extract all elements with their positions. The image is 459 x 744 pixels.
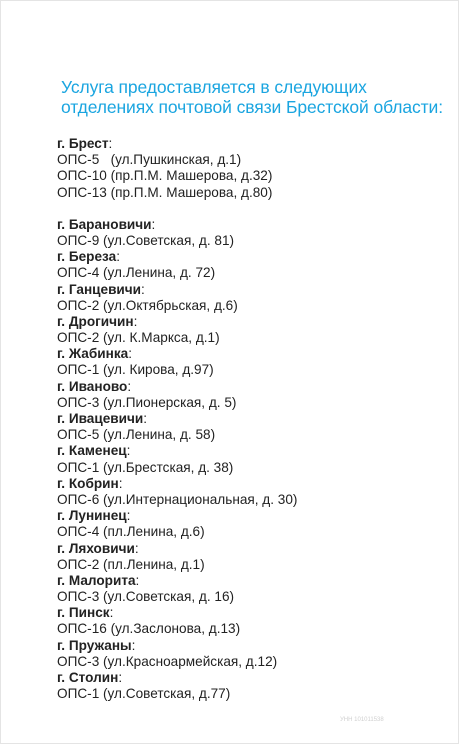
footer-code: УНН 101011538 <box>340 717 384 723</box>
city-name: г. Ивацевичи <box>57 411 144 426</box>
post-office-entry: ОПС-10 (пр.П.М. Машерова, д.32) <box>57 168 273 184</box>
city-name: г. Ляховичи <box>57 540 135 556</box>
post-office-entry: ОПС-4 (пл.Ленина, д.6) <box>57 524 205 540</box>
post-office-entry: ОПС-3 (ул.Пионерская, д. 5) <box>57 394 237 410</box>
city-colon: : <box>135 572 140 588</box>
city-colon: : <box>126 508 131 524</box>
city-heading <box>57 605 452 621</box>
city-heading <box>57 282 452 298</box>
city-name: г. Лунинец <box>57 508 127 524</box>
city-heading <box>57 476 452 492</box>
post-office-entry: ОПС-1 (ул.Брестская, д. 38) <box>57 459 234 475</box>
city-colon: : <box>143 411 148 426</box>
city-colon: : <box>126 443 131 459</box>
city-heading <box>57 411 452 427</box>
city-name: г. Пинск <box>57 605 110 621</box>
post-office-entry: ОПС-9 (ул.Советская, д. 81) <box>57 232 235 248</box>
city-name: г. Брест <box>57 136 109 151</box>
city-colon: : <box>141 281 145 297</box>
city-name: г. Каменец <box>57 443 127 459</box>
post-office-entry: ОПС-2 (ул. К.Маркса, д.1) <box>57 330 220 346</box>
city-heading <box>57 314 452 330</box>
section-gap <box>57 201 452 217</box>
city-heading <box>57 541 452 557</box>
city-heading <box>57 508 452 524</box>
city-name: г. Столин <box>57 670 119 685</box>
city-heading <box>57 638 452 654</box>
city-heading <box>57 443 452 459</box>
heading-line-2: отделениях почтовой связи Брестской области: <box>61 97 443 117</box>
city-colon: : <box>118 475 123 491</box>
city-name: г. Ганцевичи <box>57 281 142 297</box>
city-name: г. Пружаны <box>57 637 132 653</box>
city-name: г. Дрогичин <box>57 313 134 329</box>
page-heading <box>61 77 451 117</box>
city-colon: : <box>134 540 139 556</box>
post-office-entry: ОПС-13 (пр.П.М. Машерова, д.80) <box>57 184 273 200</box>
post-office-entry: ОПС-1 (ул. Кирова, д.97) <box>57 362 214 378</box>
post-office-entry: ОПС-3 (ул.Красноармейская, д.12) <box>57 653 278 669</box>
city-heading <box>57 379 452 395</box>
city-heading <box>57 573 452 589</box>
city-name: г. Иваново <box>57 378 128 394</box>
city-name: г. Береза <box>57 249 117 265</box>
post-office-entry: ОПС-3 (ул.Советская, д. 16) <box>57 589 235 605</box>
city-colon: : <box>133 313 138 329</box>
city-colon: : <box>116 249 120 265</box>
post-office-entry: ОПС-5 (ул.Ленина, д. 58) <box>57 427 216 443</box>
city-colon: : <box>151 216 156 232</box>
post-office-entry: ОПС-16 (ул.Заслонова, д.13) <box>57 621 241 637</box>
city-colon: : <box>109 605 114 621</box>
city-colon: : <box>131 637 136 653</box>
city-heading <box>57 217 452 233</box>
city-name: г. Барановичи <box>57 216 152 232</box>
post-office-entry: ОПС-1 (ул.Советская, д.77) <box>57 686 231 702</box>
city-name: г. Жабинка <box>57 346 129 362</box>
post-office-entry: ОПС-2 (ул.Октябрьская, д.6) <box>57 297 238 313</box>
post-office-entry: ОПС-4 (ул.Ленина, д. 72) <box>57 265 216 281</box>
post-office-list <box>57 136 452 702</box>
city-heading <box>57 346 452 362</box>
heading-line-1: Услуга предоставляется в следующих <box>61 77 367 97</box>
city-colon: : <box>108 136 113 151</box>
city-colon: : <box>127 378 132 394</box>
city-heading <box>57 136 452 152</box>
city-name: г. Малорита <box>57 572 136 588</box>
city-heading <box>57 670 452 686</box>
city-colon: : <box>118 670 123 685</box>
city-colon: : <box>128 346 132 362</box>
post-office-entry: ОПС-2 (пл.Ленина, д.1) <box>57 556 205 572</box>
city-heading <box>57 249 452 265</box>
city-name: г. Кобрин <box>57 475 119 491</box>
post-office-entry: ОПС-6 (ул.Интернациональная, д. 30) <box>57 491 298 507</box>
post-office-entry: ОПС-5 (ул.Пушкинская, д.1) <box>57 152 242 168</box>
